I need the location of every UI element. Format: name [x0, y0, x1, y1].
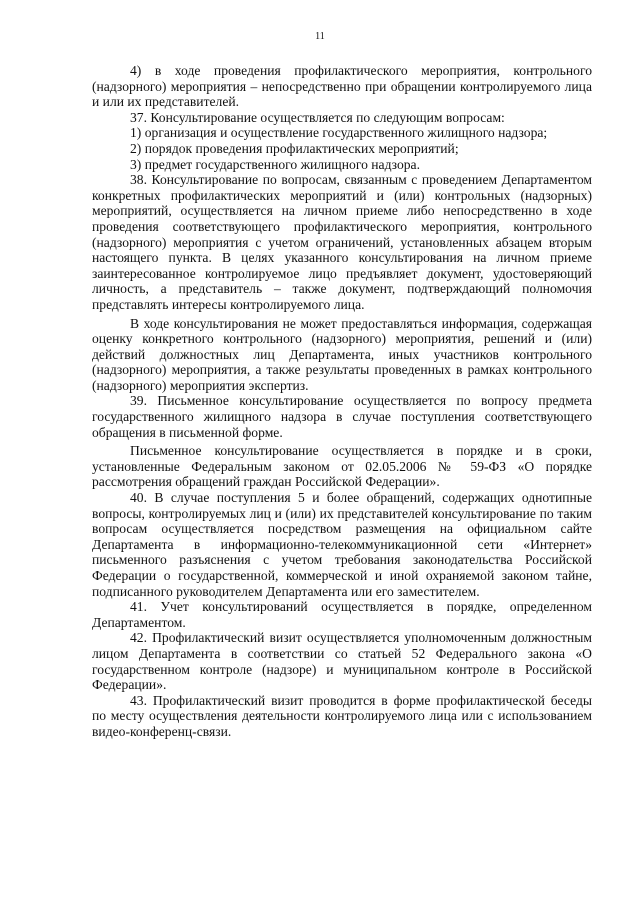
paragraph-37-item-3: 3) предмет государственного жилищного надзора.: [130, 156, 420, 172]
paragraph-37: 37. Консультирование осуществляется по следующим вопросам:: [130, 109, 505, 125]
document-body: [92, 63, 592, 740]
paragraph-38-part-2: В ходе консультирования не может предоставляться информация, содержащая оценку конкретного контрольного (надзорного) мероприятия, решений и (или) действий должностных лиц Департамента, иных участников контрольного (надзорного) мероприятия, а также результаты проведенных в рамках контрольного (надзорного) мероприятия экспертиз.: [92, 315, 592, 393]
paragraph-39: 39. Письменное консультирование осуществляется по вопросу предмета государственного жилищного надзора в случае поступления соответствующего обращения в письменной форме.: [92, 393, 592, 440]
paragraph-42: 42. Профилактический визит осуществляется уполномоченным должностным лицом Департамента в соответствии со статьей 52 Федерального закона «О государственном контроле (надзоре) и муниципальном контроле в Российской Федерации».: [92, 630, 592, 693]
paragraph-37-item-2: 2) порядок проведения профилактических мероприятий;: [130, 140, 459, 156]
paragraph-43: 43. Профилактический визит проводится в форме профилактической беседы по месту осуществления деятельности контролируемого лица или с использованием видео-конференц-связи.: [92, 692, 592, 739]
paragraph-39-part-2: Письменное консультирование осуществляется в порядке и в сроки, установленные Федеральным законом от 02.05.2006 № 59-ФЗ «О порядке рассмотрения обращений граждан Российской Федерации».: [92, 443, 592, 490]
paragraph-item-4: 4) в ходе проведения профилактического мероприятия, контрольного (надзорного) мероприятия – непосредственно при обращении контролируемого лица и или их представителей.: [92, 63, 592, 110]
paragraph-40: 40. В случае поступления 5 и более обращений, содержащих однотипные вопросы, контролируемых лиц и (или) их представителей консультирование по таким вопросам осуществляется посредством размещения на официальном сайте Департамента в информационно-телекоммуникационной сети «Интернет» письменного разъяснения с учетом требования законодательства Российской Федерации о государственной, коммерческой и иной охраняемой законом тайне, подписанного руководителем Департамента или его заместителем.: [92, 490, 592, 599]
paragraph-38: 38. Консультирование по вопросам, связанным с проведением Департаментом конкретных профилактических мероприятий и (или) контрольных (надзорных) мероприятий, осуществляется на личном приеме либо непосредственно в ходе проведения соответствующего профилактического мероприятия, контрольного (надзорного) мероприятия с учетом ограничений, установленных абзацем вторым настоящего пункта. В целях указанного консультирования на личном приеме заинтересованное контролируемое лицо предъявляет документ, удостоверяющий личность, а представитель – также документ, подтверждающий полномочия представлять интересы контролируемого лица.: [92, 172, 592, 312]
paragraph-41: 41. Учет консультирований осуществляется в порядке, определенном Департаментом.: [92, 599, 592, 630]
page-number: 11: [315, 31, 325, 42]
paragraph-37-item-1: 1) организация и осуществление государственного жилищного надзора;: [130, 125, 548, 141]
